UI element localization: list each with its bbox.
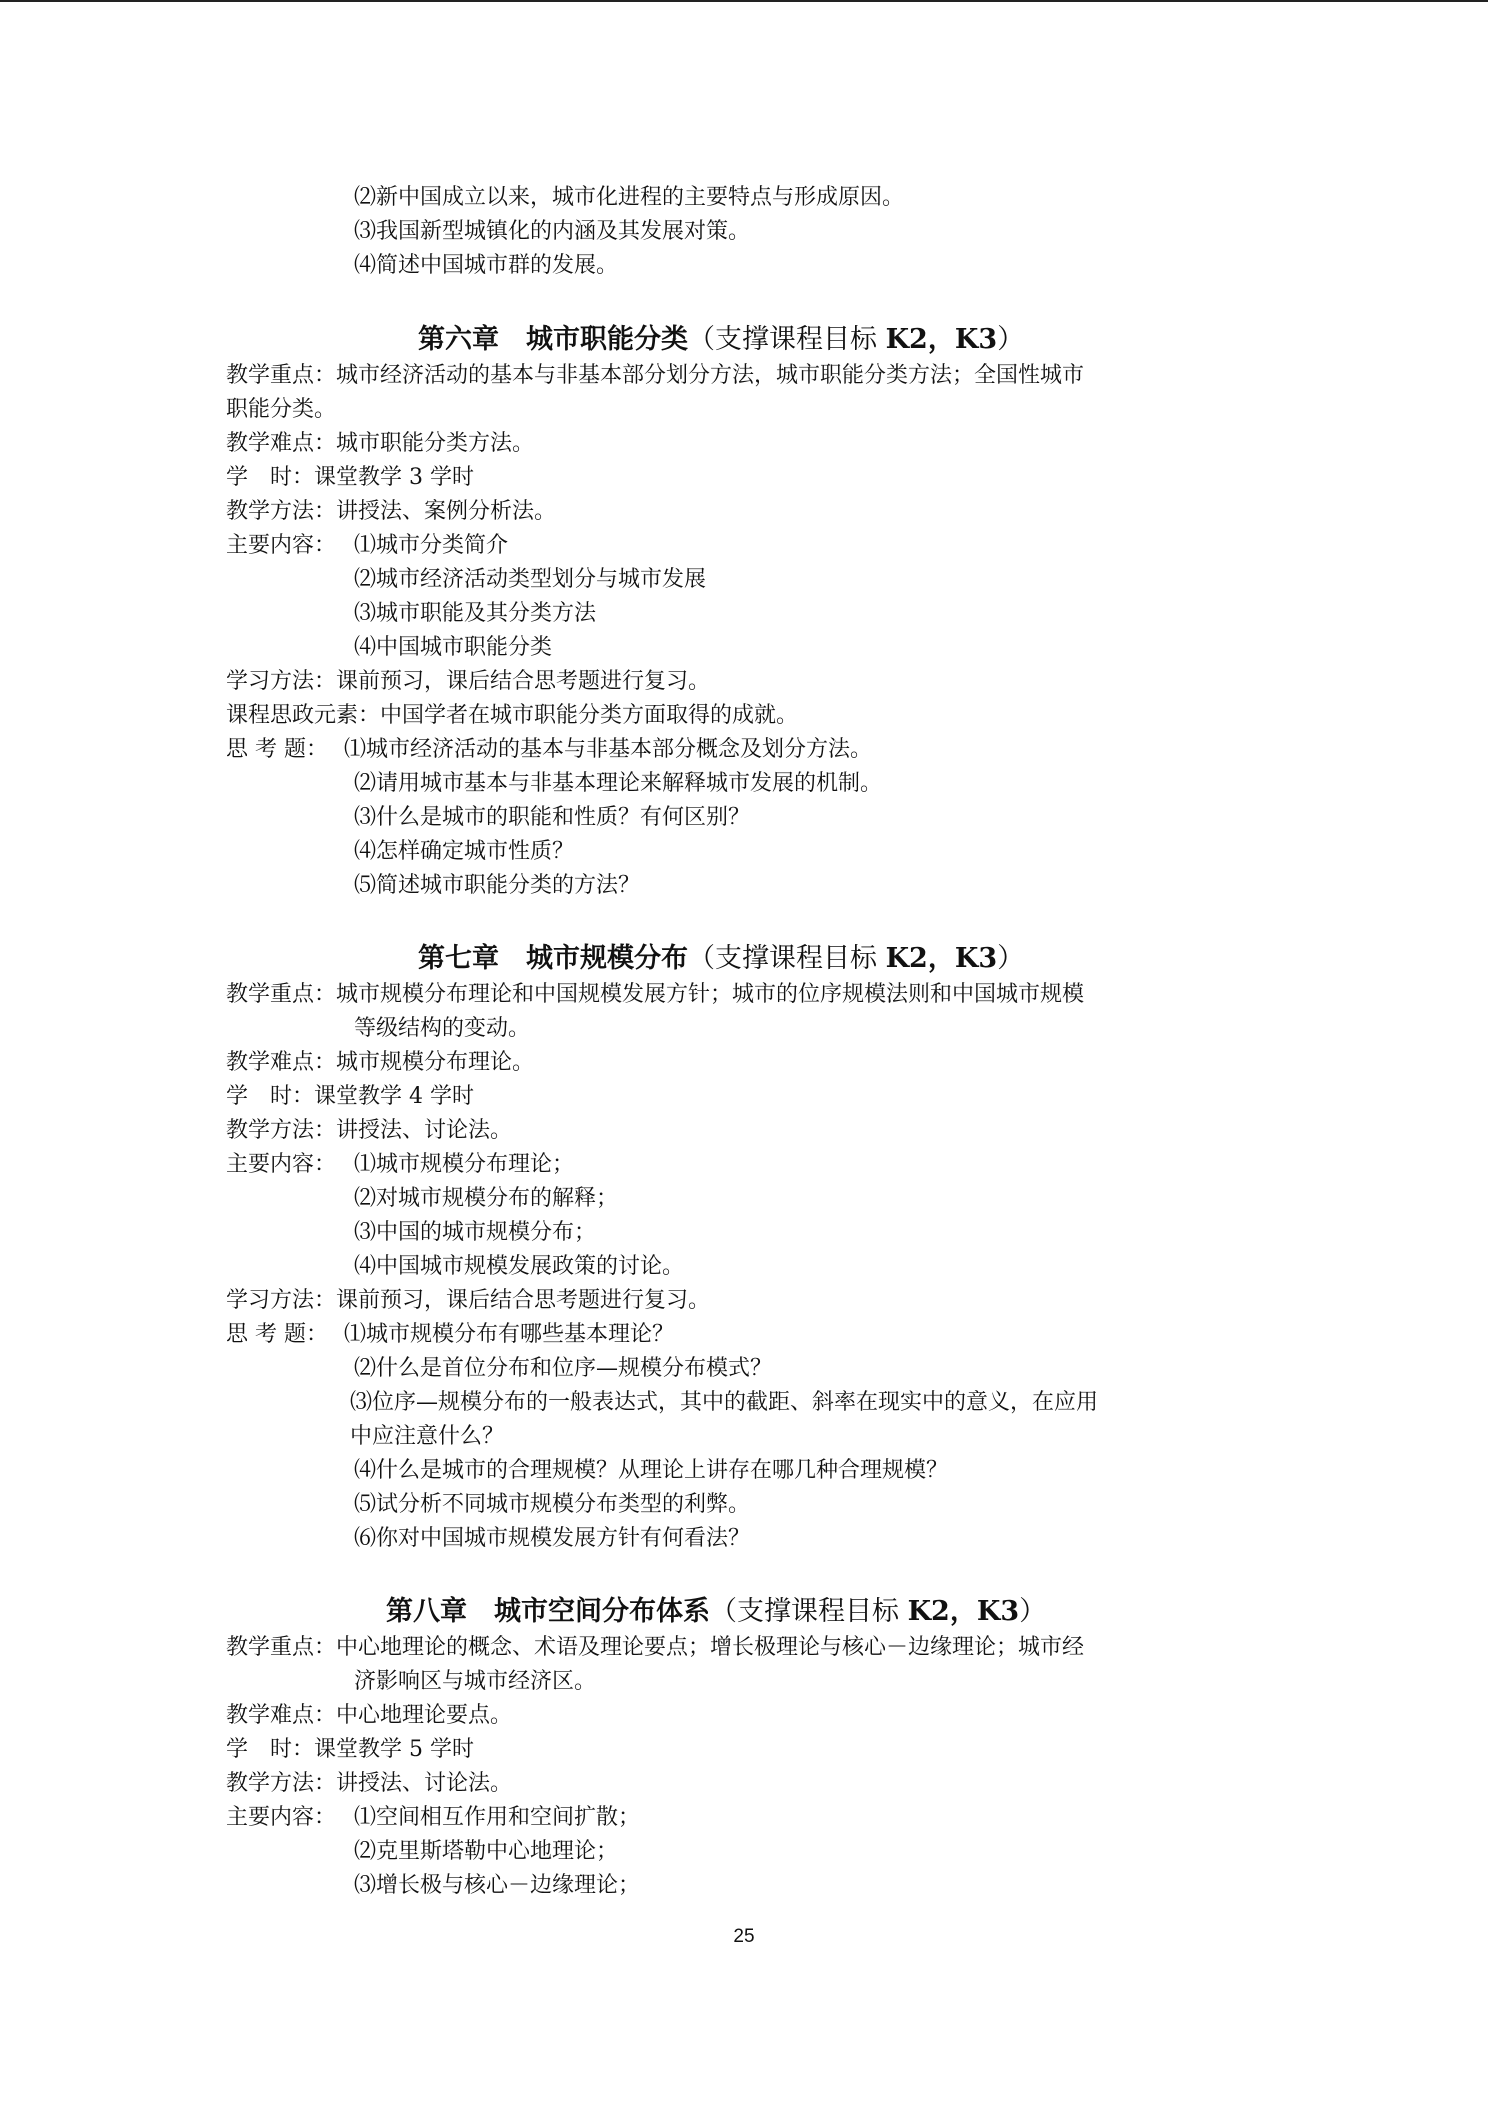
prev-question-3: ⑶我国新型城镇化的内涵及其发展对策。 bbox=[354, 219, 751, 244]
ch7-question-5: ⑸试分析不同城市规模分布类型的利弊。 bbox=[354, 1492, 751, 1517]
chapter-8-title: 第八章 城市空间分布体系 bbox=[386, 1596, 710, 1627]
ch8-focus: 教学重点：中心地理论的概念、术语及理论要点；增长极理论与核心－边缘理论；城市经 bbox=[226, 1635, 1085, 1660]
ch8-content-3: ⑶增长极与核心－边缘理论； bbox=[354, 1873, 641, 1898]
ch7-question-1: ⑴城市规模分布有哪些基本理论？ bbox=[344, 1322, 675, 1347]
chapter-6-targets: K2，K3 bbox=[885, 324, 998, 355]
ch7-content-3: ⑶中国的城市规模分布； bbox=[354, 1220, 597, 1245]
ch6-question-4: ⑷怎样确定城市性质？ bbox=[354, 839, 575, 864]
ch7-content-label: 主要内容： bbox=[226, 1152, 337, 1177]
ch7-content-2: ⑵对城市规模分布的解释； bbox=[354, 1186, 619, 1211]
ch6-difficulty: 教学难点：城市职能分类方法。 bbox=[226, 431, 535, 456]
prev-question-4: ⑷简述中国城市群的发展。 bbox=[354, 253, 619, 278]
ch7-question-2: ⑵什么是首位分布和位序—规模分布模式？ bbox=[354, 1356, 773, 1381]
chapter-6-title: 第六章 城市职能分类 bbox=[418, 324, 688, 355]
ch6-question-3: ⑶什么是城市的职能和性质？有何区别？ bbox=[354, 805, 751, 830]
ch7-question-6: ⑹你对中国城市规模发展方针有何看法？ bbox=[354, 1526, 751, 1551]
ch7-question-3: ⑶位序—规模分布的一般表达式，其中的截距、斜率在现实中的意义，在应用 bbox=[350, 1390, 1099, 1415]
ch6-content-3: ⑶城市职能及其分类方法 bbox=[354, 601, 597, 626]
ch6-method: 教学方法：讲授法、案例分析法。 bbox=[226, 499, 557, 524]
ch7-question-4: ⑷什么是城市的合理规模？从理论上讲存在哪几种合理规模？ bbox=[354, 1458, 949, 1483]
chapter-8-close: ） bbox=[1019, 1596, 1047, 1627]
ch6-question-2: ⑵请用城市基本与非基本理论来解释城市发展的机制。 bbox=[354, 771, 883, 796]
page-number: 25 bbox=[733, 1926, 755, 1947]
ch7-content-4: ⑷中国城市规模发展政策的讨论。 bbox=[354, 1254, 685, 1279]
ch7-question-3-cont: 中应注意什么？ bbox=[350, 1424, 505, 1449]
ch6-ideology: 课程思政元素：中国学者在城市职能分类方面取得的成就。 bbox=[226, 703, 799, 728]
ch8-content-label: 主要内容： bbox=[226, 1805, 337, 1830]
chapter-8-heading bbox=[386, 1592, 1046, 1632]
chapter-7-targets: K2，K3 bbox=[885, 943, 998, 974]
prev-question-2: ⑵新中国成立以来，城市化进程的主要特点与形成原因。 bbox=[354, 185, 905, 210]
ch7-focus: 教学重点：城市规模分布理论和中国规模发展方针；城市的位序规模法则和中国城市规模 bbox=[226, 982, 1085, 1007]
ch8-hours: 学 时：课堂教学 5 学时 bbox=[226, 1737, 474, 1762]
ch8-focus-cont: 济影响区与城市经济区。 bbox=[354, 1669, 597, 1694]
ch8-method: 教学方法：讲授法、讨论法。 bbox=[226, 1771, 513, 1796]
ch6-question-5: ⑸简述城市职能分类的方法？ bbox=[354, 873, 641, 898]
ch6-study: 学习方法：课前预习，课后结合思考题进行复习。 bbox=[226, 669, 711, 694]
chapter-7-heading bbox=[418, 939, 1024, 979]
ch8-difficulty: 教学难点：中心地理论要点。 bbox=[226, 1703, 513, 1728]
ch6-questions-label: 思 考 题： bbox=[226, 737, 328, 762]
ch7-focus-cont: 等级结构的变动。 bbox=[354, 1016, 531, 1041]
chapter-7-support: （支撑课程目标 bbox=[688, 943, 886, 974]
ch8-content-2: ⑵克里斯塔勒中心地理论； bbox=[354, 1839, 619, 1864]
chapter-8-support: （支撑课程目标 bbox=[710, 1596, 908, 1627]
ch6-content-4: ⑷中国城市职能分类 bbox=[354, 635, 553, 660]
ch6-question-1: ⑴城市经济活动的基本与非基本部分概念及划分方法。 bbox=[344, 737, 873, 762]
ch7-method: 教学方法：讲授法、讨论法。 bbox=[226, 1118, 513, 1143]
chapter-7-close: ） bbox=[997, 943, 1025, 974]
ch7-difficulty: 教学难点：城市规模分布理论。 bbox=[226, 1050, 535, 1075]
ch6-focus: 教学重点：城市经济活动的基本与非基本部分划分方法，城市职能分类方法；全国性城市 bbox=[226, 363, 1085, 388]
ch8-content-1: ⑴空间相互作用和空间扩散； bbox=[354, 1805, 641, 1830]
chapter-7-title: 第七章 城市规模分布 bbox=[418, 943, 688, 974]
ch7-questions-label: 思 考 题： bbox=[226, 1322, 328, 1347]
chapter-6-heading bbox=[418, 320, 1024, 360]
ch6-hours: 学 时：课堂教学 3 学时 bbox=[226, 465, 474, 490]
ch7-study: 学习方法：课前预习，课后结合思考题进行复习。 bbox=[226, 1288, 711, 1313]
chapter-6-support: （支撑课程目标 bbox=[688, 324, 886, 355]
ch6-focus-cont: 职能分类。 bbox=[226, 397, 337, 422]
ch6-content-label: 主要内容： bbox=[226, 533, 337, 558]
chapter-6-close: ） bbox=[997, 324, 1025, 355]
ch6-content-1: ⑴城市分类简介 bbox=[354, 533, 509, 558]
ch6-content-2: ⑵城市经济活动类型划分与城市发展 bbox=[354, 567, 707, 592]
ch7-content-1: ⑴城市规模分布理论； bbox=[354, 1152, 575, 1177]
chapter-8-targets: K2，K3 bbox=[907, 1596, 1020, 1627]
ch7-hours: 学 时：课堂教学 4 学时 bbox=[226, 1084, 474, 1109]
